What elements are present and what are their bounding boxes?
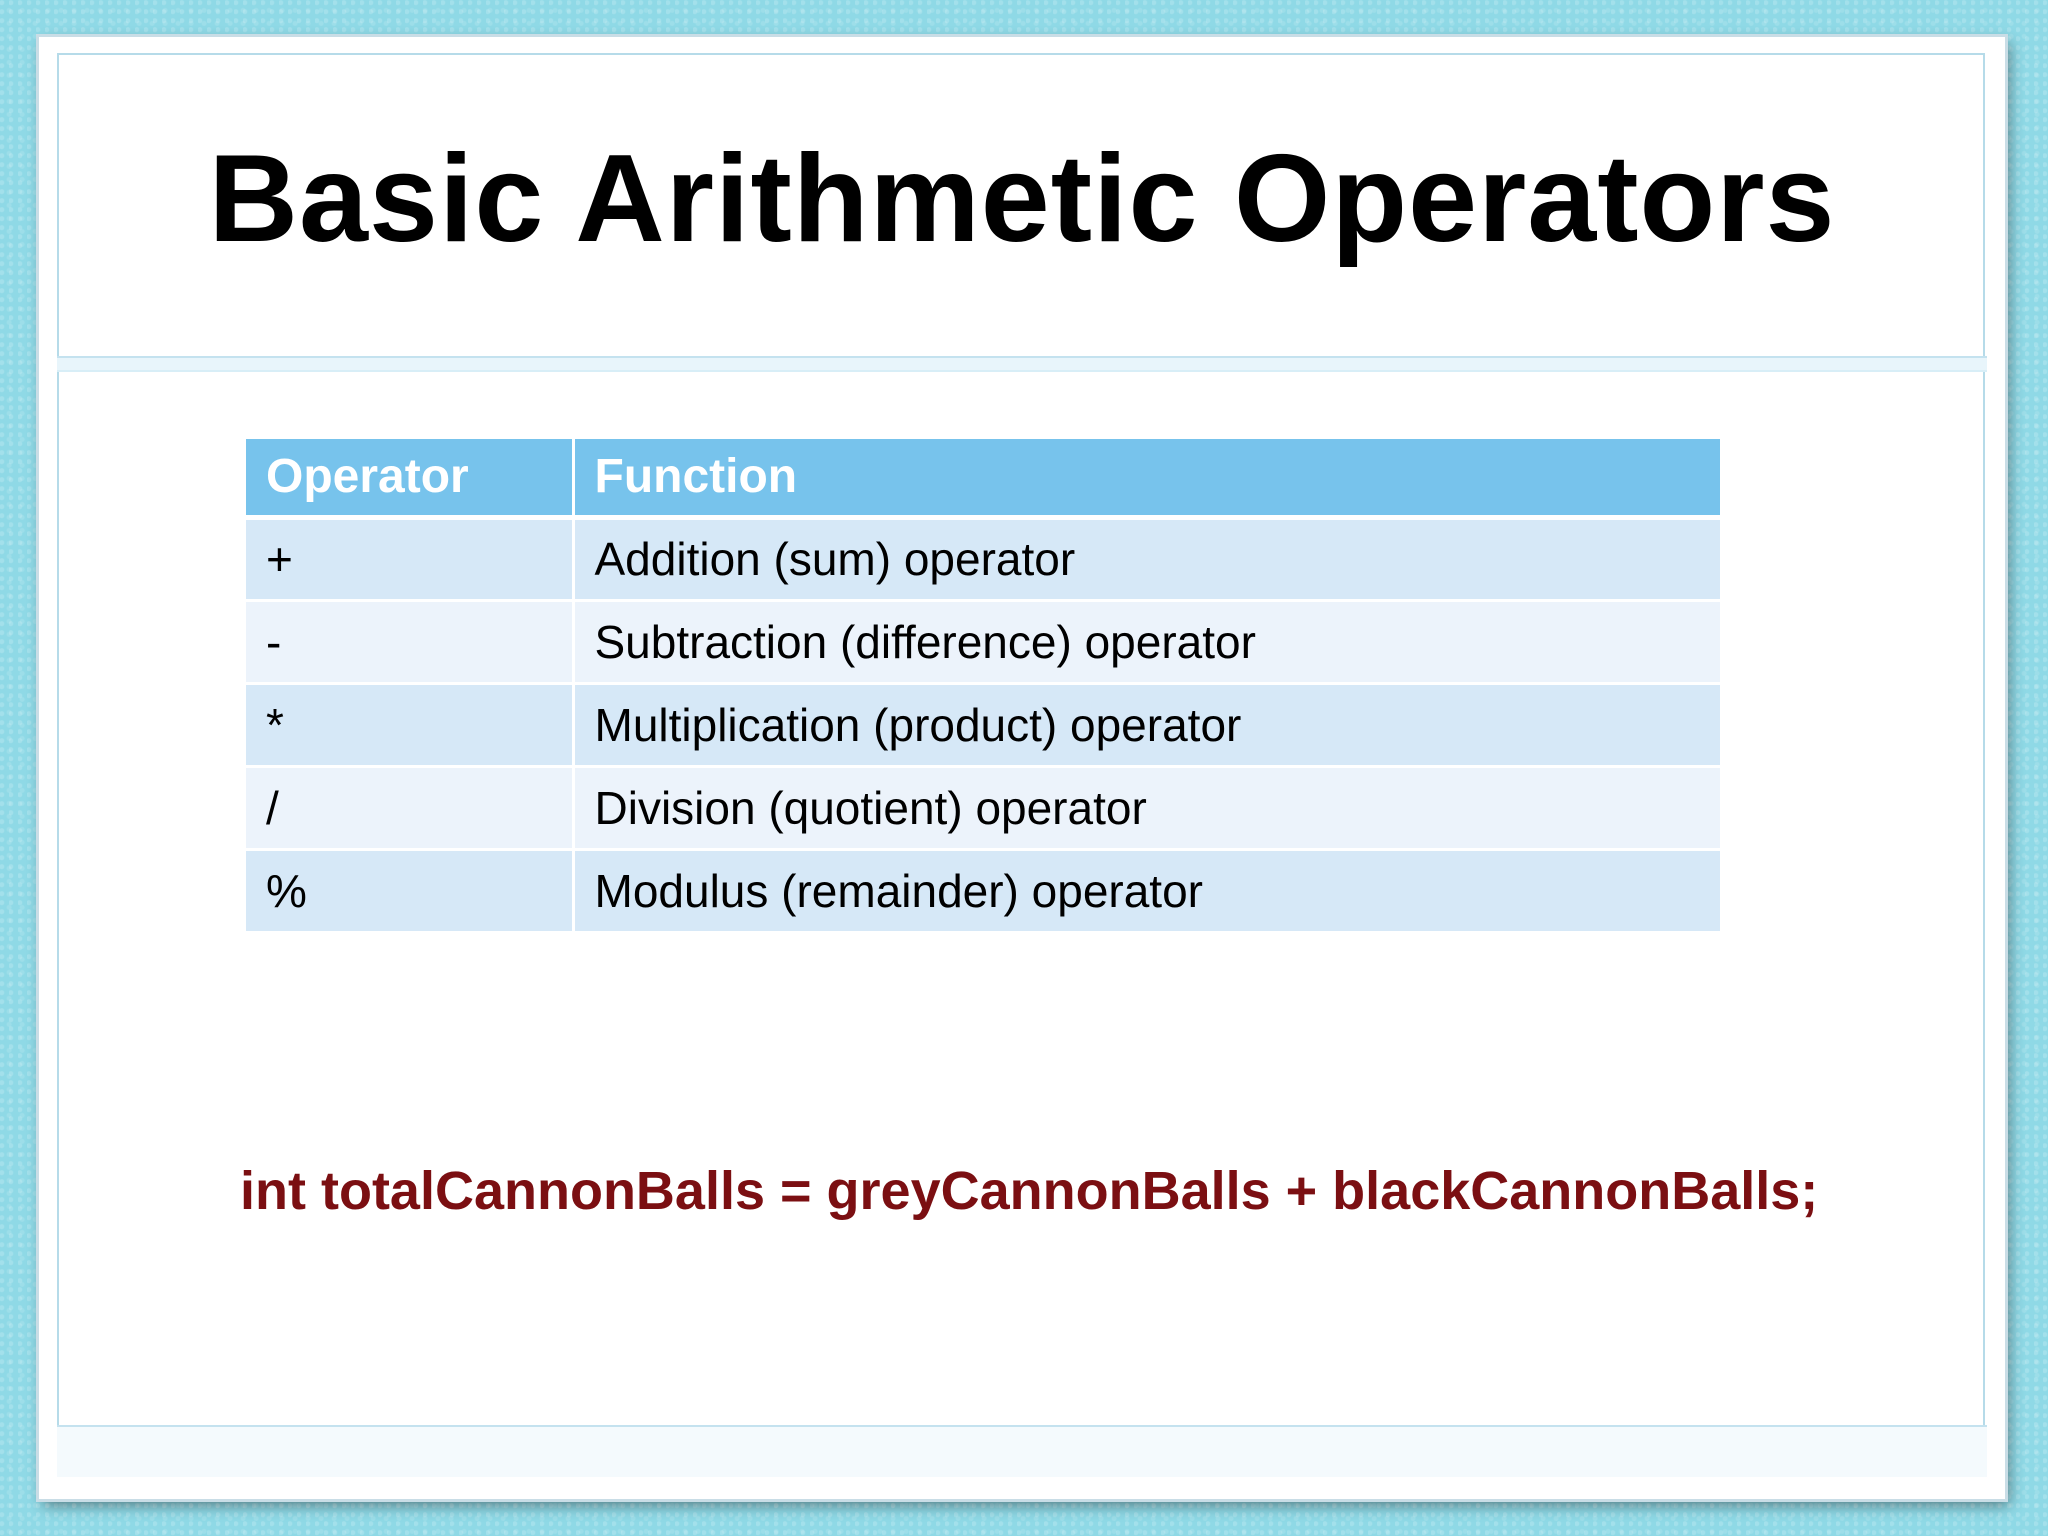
operator-cell: * bbox=[246, 683, 573, 766]
footer-band bbox=[57, 1425, 1987, 1477]
table-header-row bbox=[246, 439, 1720, 517]
table-row bbox=[246, 766, 1720, 849]
header-function: Function bbox=[573, 439, 1720, 517]
table-row bbox=[246, 849, 1720, 932]
function-cell: Addition (sum) operator bbox=[573, 517, 1720, 600]
table-row bbox=[246, 600, 1720, 683]
function-cell: Subtraction (difference) operator bbox=[573, 600, 1720, 683]
slide-title: Basic Arithmetic Operators bbox=[208, 130, 1836, 268]
operator-cell: + bbox=[246, 517, 573, 600]
header-operator: Operator bbox=[246, 439, 573, 517]
table-row bbox=[246, 517, 1720, 600]
operator-cell: / bbox=[246, 766, 573, 849]
operators-table bbox=[246, 439, 1720, 934]
title-separator bbox=[57, 356, 1987, 372]
function-cell: Multiplication (product) operator bbox=[573, 683, 1720, 766]
table-row bbox=[246, 683, 1720, 766]
operator-cell: % bbox=[246, 849, 573, 932]
code-example: int totalCannonBalls = greyCannonBalls + blackCannonBalls; bbox=[240, 1161, 1819, 1221]
function-cell: Division (quotient) operator bbox=[573, 766, 1720, 849]
operator-cell: - bbox=[246, 600, 573, 683]
function-cell: Modulus (remainder) operator bbox=[573, 849, 1720, 932]
